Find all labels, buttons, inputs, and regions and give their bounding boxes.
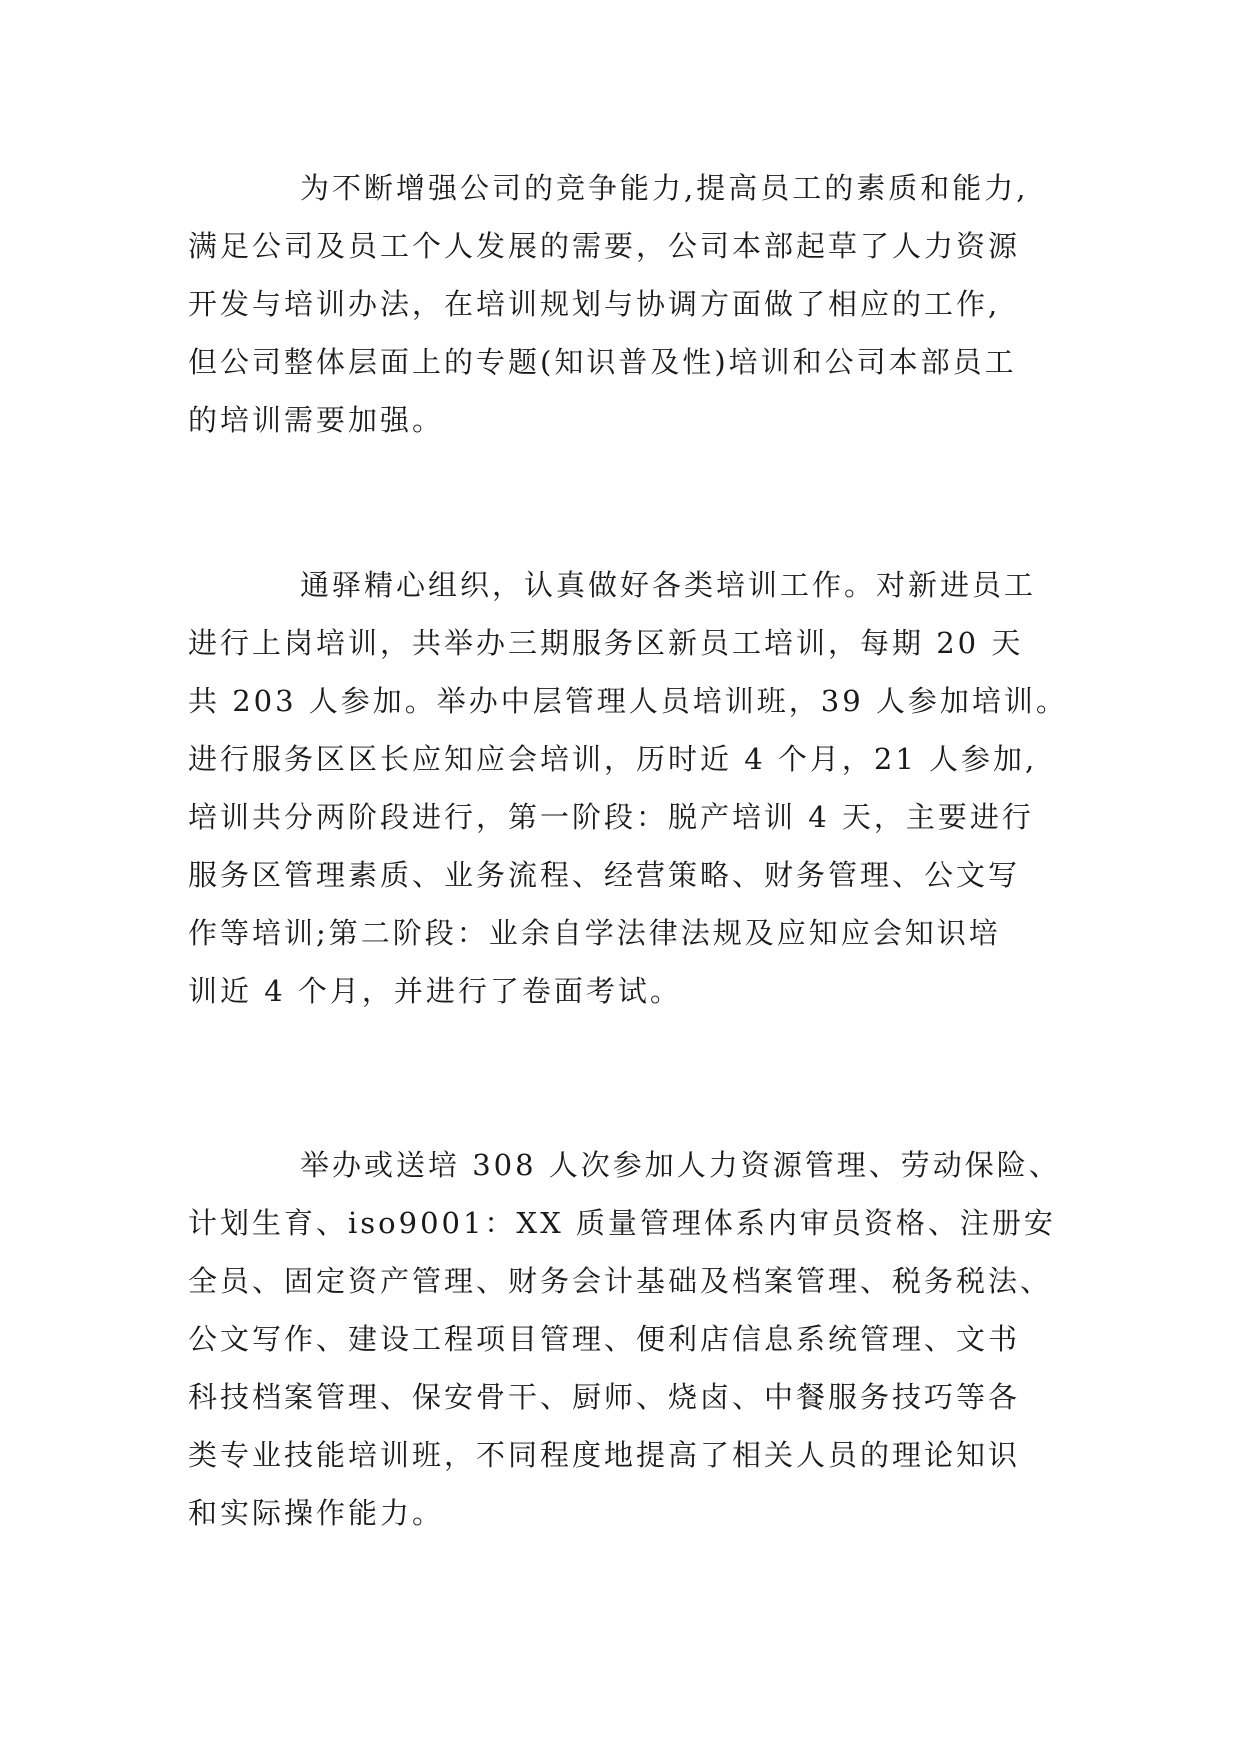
text-line: 共 203 人参加。举办中层管理人员培训班，39 人参加培训。 <box>188 684 1068 718</box>
text-line: 类专业技能培训班，不同程度地提高了相关人员的理论知识 <box>188 1438 1021 1472</box>
text-line: 进行服务区区长应知应会培训，历时近 4 个月，21 人参加, <box>188 742 1038 776</box>
text-line: 公文写作、建设工程项目管理、便利店信息系统管理、文书 <box>188 1322 1021 1356</box>
text-line: 科技档案管理、保安骨干、厨师、烧卤、中餐服务技巧等各 <box>188 1380 1021 1414</box>
text-line: 但公司整体层面上的专题(知识普及性)培训和公司本部员工 <box>188 345 1017 379</box>
text-line: 通驿精心组织，认真做好各类培训工作。对新进员工 <box>300 568 1037 602</box>
text-line: 为不断增强公司的竞争能力,提高员工的素质和能力, <box>300 171 1029 205</box>
text-line: 开发与培训办法，在培训规划与协调方面做了相应的工作, <box>188 287 1001 321</box>
text-line: 进行上岗培训，共举办三期服务区新员工培训，每期 20 天 <box>188 626 1024 660</box>
text-line: 计划生育、iso9001：XX 质量管理体系内审员资格、注册安 <box>188 1206 1056 1240</box>
paragraph-skill-training <box>188 1136 1068 1542</box>
text-line: 满足公司及员工个人发展的需要，公司本部起草了人力资源 <box>188 229 1021 263</box>
text-line: 作等培训;第二阶段：业余自学法律法规及应知应会知识培 <box>188 916 1001 950</box>
paragraph-training-work <box>188 556 1068 1020</box>
text-line: 的培训需要加强。 <box>188 403 445 437</box>
text-line: 和实际操作能力。 <box>188 1496 445 1530</box>
text-line: 全员、固定资产管理、财务会计基础及档案管理、税务税法、 <box>188 1264 1053 1298</box>
text-line: 服务区管理素质、业务流程、经营策略、财务管理、公文写 <box>188 858 1021 892</box>
text-line: 训近 4 个月，并进行了卷面考试。 <box>188 974 682 1008</box>
paragraph-training-plan <box>188 159 1068 449</box>
text-line: 举办或送培 308 人次参加人力资源管理、劳动保险、 <box>300 1148 1061 1182</box>
text-line: 培训共分两阶段进行，第一阶段：脱产培训 4 天，主要进行 <box>188 800 1034 834</box>
